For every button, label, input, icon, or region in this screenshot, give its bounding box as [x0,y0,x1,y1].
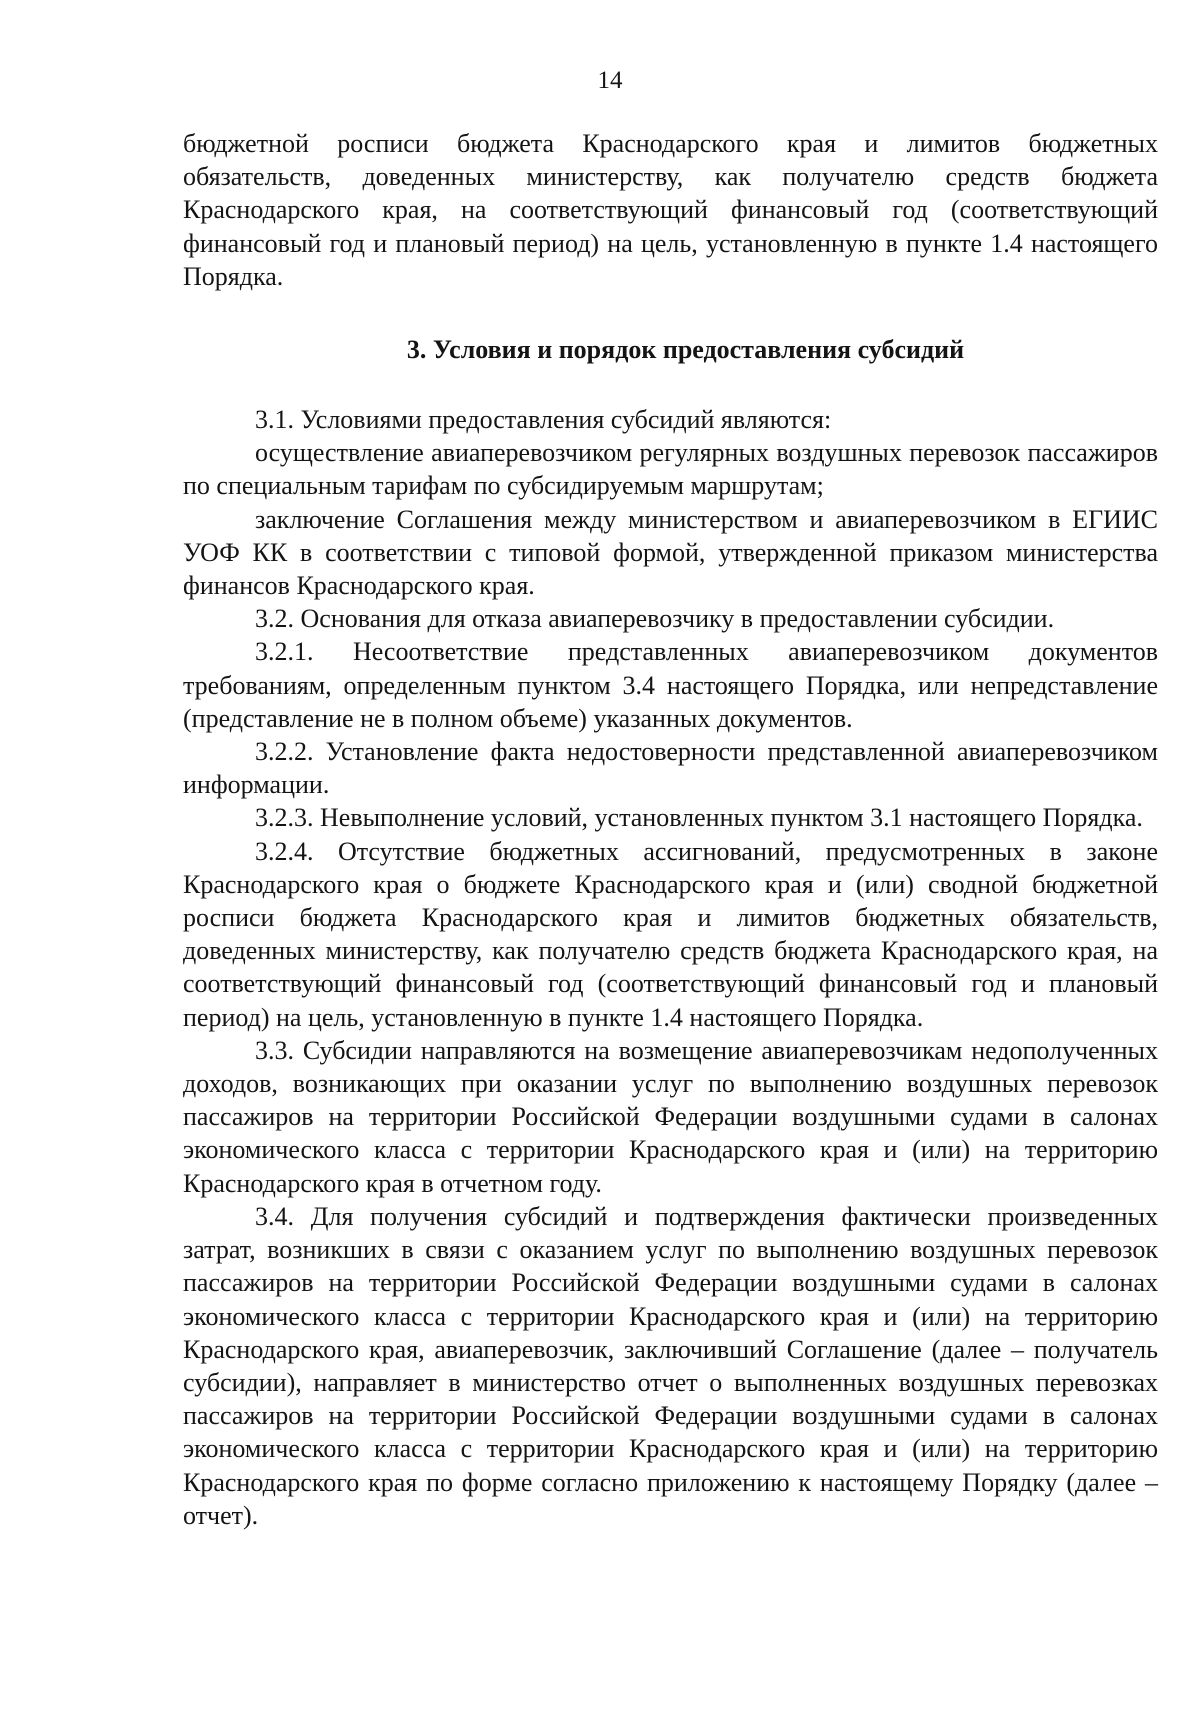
document-body [183,127,1158,1532]
intro-paragraph: бюджетной росписи бюджета Краснодарского края и лимитов бюджетных обязательств, доведенных министерству, как получателю средств бюджета Краснодарского края, на соответствующий финансовый год (соответствующий финансовый год и плановый период) на цель, установленную в пункте 1.4 настоящего Порядка. [183,129,1158,291]
paragraph-3-1: 3.1. Условиями предоставления субсидий являются: [255,405,832,435]
paragraph-3-1-condition-2: заключение Соглашения между министерством и авиаперевозчиком в ЕГИИС УОФ КК в соответствии с типовой формой, утвержденной приказом министерства финансов Краснодарского края. [183,504,1158,601]
paragraph-3-4: 3.4. Для получения субсидий и подтверждения фактически произведенных затрат, возникших в связи с оказанием услуг по выполнению воздушных перевозок пассажиров на территории Российской Федерации воздушными судами в салонах экономического класса с территории Краснодарского края и (или) на территорию Краснодарского края, авиаперевозчик, заключивший Соглашение (далее – получатель субсидии), направляет в министерство отчет о выполненных воздушных перевозках пассажиров на территории Российской Федерации воздушными судами в салонах экономического класса с территории Краснодарского края и (или) на территорию Краснодарского края по форме согласно приложению к настоящему Порядку (далее – отчет). [183,1201,1158,1530]
page-number: 14 [597,67,623,94]
paragraph-3-1-condition-1: осуществление авиаперевозчиком регулярных воздушных перевозок пассажиров по специальным тарифам по субсидируемым маршрутам; [183,438,1158,501]
paragraph-3-2-3: 3.2.3. Невыполнение условий, установленных пунктом 3.1 настоящего Порядка. [255,803,1143,833]
section-title: 3. Условия и порядок предоставления субсидий [406,335,965,365]
paragraph-3-2-2: 3.2.2. Установление факта недостоверности представленной авиаперевозчиком информации. [183,737,1158,800]
paragraph-3-2-4: 3.2.4. Отсутствие бюджетных ассигнований, предусмотренных в законе Краснодарского края о бюджете Краснодарского края и (или) сводной бюджетной росписи бюджета Краснодарского края и лимитов бюджетных обязательств, доведенных министерству, как получателю средств бюджета Краснодарского края, на соответствующий финансовый год (соответствующий финансовый год и плановый период) на цель, установленную в пункте 1.4 настоящего Порядка. [183,836,1158,1032]
paragraph-3-2: 3.2. Основания для отказа авиаперевозчику в предоставлении субсидии. [255,604,1055,634]
paragraph-3-2-1: 3.2.1. Несоответствие представленных авиаперевозчиком документов требованиям, определенным пунктом 3.4 настоящего Порядка, или непредставление (представление не в полном объеме) указанных документов. [183,637,1158,733]
paragraph-3-3: 3.3. Субсидии направляются на возмещение авиаперевозчикам недополученных доходов, возникающих при оказании услуг по выполнению воздушных перевозок пассажиров на территории Российской Федерации воздушными судами в салонах экономического класса с территории Краснодарского края и (или) на территорию Краснодарского края в отчетном году. [183,1035,1158,1198]
